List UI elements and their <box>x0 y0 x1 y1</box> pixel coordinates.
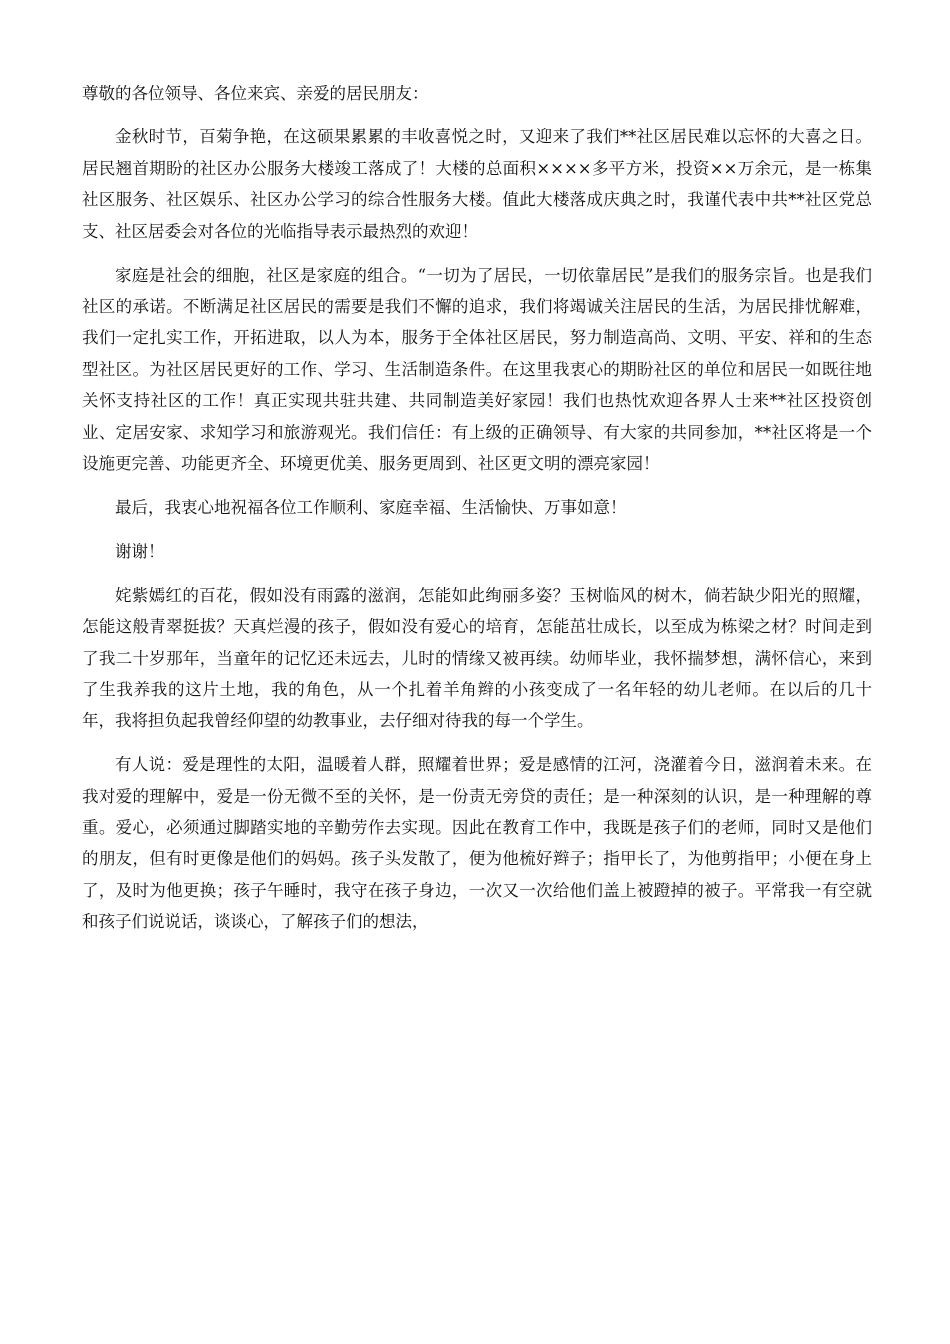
document-body <box>82 78 872 950</box>
paragraph-thanks: 谢谢！ <box>115 541 165 561</box>
paragraph-blessing: 最后，我衷心地祝福各位工作顺利、家庭幸福、生活愉快、万事如意！ <box>115 497 627 517</box>
paragraph-flowers: 姹紫嫣红的百花，假如没有雨露的滋润，怎能如此绚丽多姿？玉树临风的树木，倘若缺少阳光的照耀，怎能这般青翠挺拔？天真烂漫的孩子，假如没有爱心的培育，怎能茁壮成长，以至成为栋梁之材？时间走到了我二十岁那年，当童年的记忆还未远去，儿时的情缘又被再续。幼师毕业，我怀揣梦想，满怀信心，来到了生我养我的这片土地，我的角色，从一个扎着羊角辫的小孩变成了一名年轻的幼儿老师。在以后的几十年，我将担负起我曾经仰望的幼教事业，去仔细对待我的每一个学生。 <box>82 585 872 731</box>
paragraph-community: 家庭是社会的细胞，社区是家庭的组合。“一切为了居民，一切依靠居民”是我们的服务宗旨。也是我们社区的承诺。不断满足社区居民的需要是我们不懈的追求，我们将竭诚关注居民的生活，为居民排忧解难，我们一定扎实工作，开拓进取，以人为本，服务于全体社区居民，努力制造高尚、文明、平安、祥和的生态型社区。为社区居民更好的工作、学习、生活制造条件。在这里我衷心的期盼社区的单位和居民一如既往地关怀支持社区的工作！真正实现共驻共建、共同制造美好家园！我们也热忱欢迎各界人士来**社区投资创业、定居安家、求知学习和旅游观光。我们信任：有上级的正确领导、有大家的共同参加，**社区将是一个设施更完善、功能更齐全、环境更优美、服务更周到、社区更文明的漂亮家园！ <box>82 265 872 473</box>
paragraph-opening: 金秋时节，百菊争艳，在这硕果累累的丰收喜悦之时，又迎来了我们**社区居民难以忘怀的大喜之日。居民翘首期盼的社区办公服务大楼竣工落成了！大楼的总面积××××多平方米，投资××万余元，是一栋集社区服务、社区娱乐、社区办公学习的综合性服务大楼。值此大楼落成庆典之时，我谨代表中共**社区党总支、社区居委会对各位的光临指导表示最热烈的欢迎！ <box>82 127 872 241</box>
paragraph-love: 有人说：爱是理性的太阳，温暖着人群，照耀着世界；爱是感情的江河，浇灌着今日，滋润着未来。在我对爱的理解中，爱是一份无微不至的关怀，是一份责无旁贷的责任；是一种深刻的认识，是一种理解的尊重。爱心，必须通过脚踏实地的辛勤劳作去实现。因此在教育工作中，我既是孩子们的老师，同时又是他们的朋友，但有时更像是他们的妈妈。孩子头发散了，便为他梳好辫子；指甲长了，为他剪指甲；小便在身上了，及时为他更换；孩子午睡时，我守在孩子身边，一次又一次给他们盖上被蹬掉的被子。平常我一有空就和孩子们说说话，谈谈心，了解孩子们的想法， <box>82 755 872 932</box>
salutation: 尊敬的各位领导、各位来宾、亲爱的居民朋友： <box>82 84 429 103</box>
